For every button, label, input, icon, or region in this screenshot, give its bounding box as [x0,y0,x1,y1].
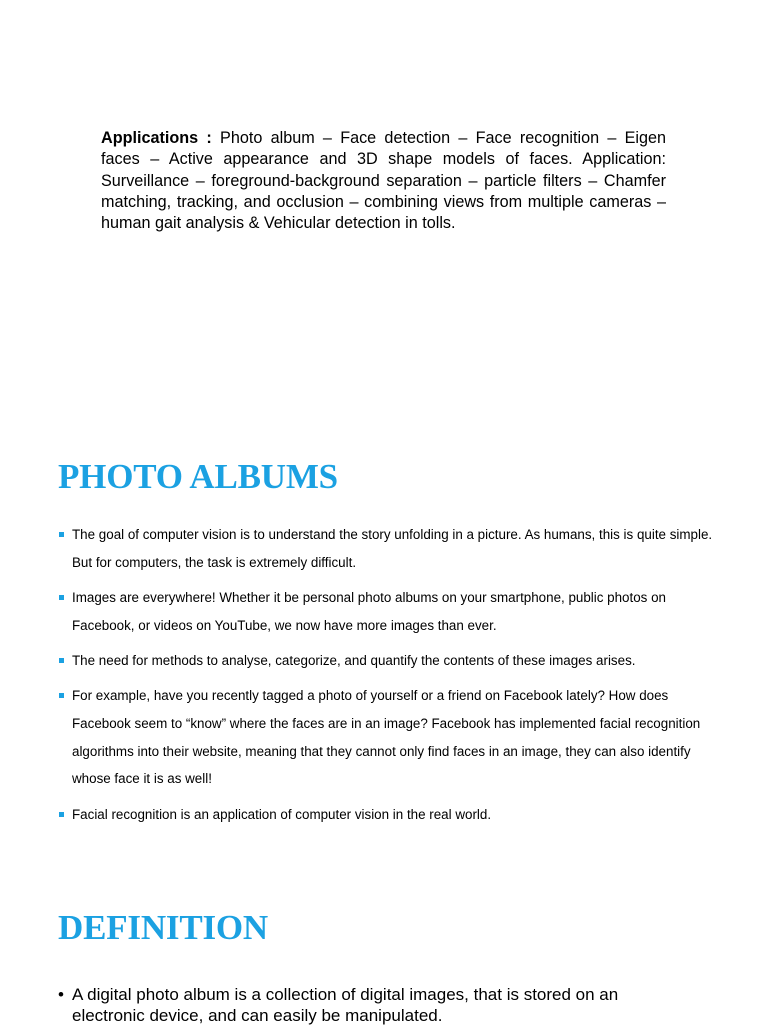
list-item-text: A digital photo album is a collection of digital images, that is stored on an electronic device, and can easily be manipulated. [72,985,619,1025]
list-item [59,584,724,639]
square-bullet-icon [59,693,64,698]
applications-paragraph [101,128,666,234]
list-item [59,682,724,792]
applications-label: Applications : [101,129,212,148]
bullet-dot-icon: • [58,985,64,1004]
square-bullet-icon [59,595,64,600]
list-item [58,984,658,1026]
square-bullet-icon [59,658,64,663]
list-item-text: For example, have you recently tagged a photo of yourself or a friend on Facebook lately? How does Facebook seem to “know” where the faces are in an image? Facebook has implemented facial recognition algorithms into their website, meaning that they cannot only find faces in an image, they can also identify whose face it is as well! [72,688,701,787]
photo-albums-heading: PHOTO ALBUMS [58,457,338,496]
square-bullet-icon [59,532,64,537]
list-item [59,801,724,829]
list-item-text: Facial recognition is an application of computer vision in the real world. [72,806,492,822]
photo-albums-list [59,521,724,836]
list-item [59,521,724,576]
list-item-text: The goal of computer vision is to understand the story unfolding in a picture. As humans, this is quite simple. But for computers, the task is extremely difficult. [72,527,713,570]
list-item [59,647,724,675]
definition-heading: DEFINITION [58,908,268,947]
list-item-text: Images are everywhere! Whether it be personal photo albums on your smartphone, public photos on Facebook, or videos on YouTube, we now have more images than ever. [72,589,666,633]
definition-list [58,984,658,1026]
list-item-text: The need for methods to analyse, categorize, and quantify the contents of these images arises. [72,652,636,668]
applications-text: Photo album – Face detection – Face recognition – Eigen faces – Active appearance and 3D shape models of faces. Application: Surveillance – foreground-background separation – particle filters – Chamfer matching, tracking, and occlusion – combining views from multiple cameras – human gait analysis & Vehicular detection in tolls. [101,129,666,232]
square-bullet-icon [59,812,64,817]
